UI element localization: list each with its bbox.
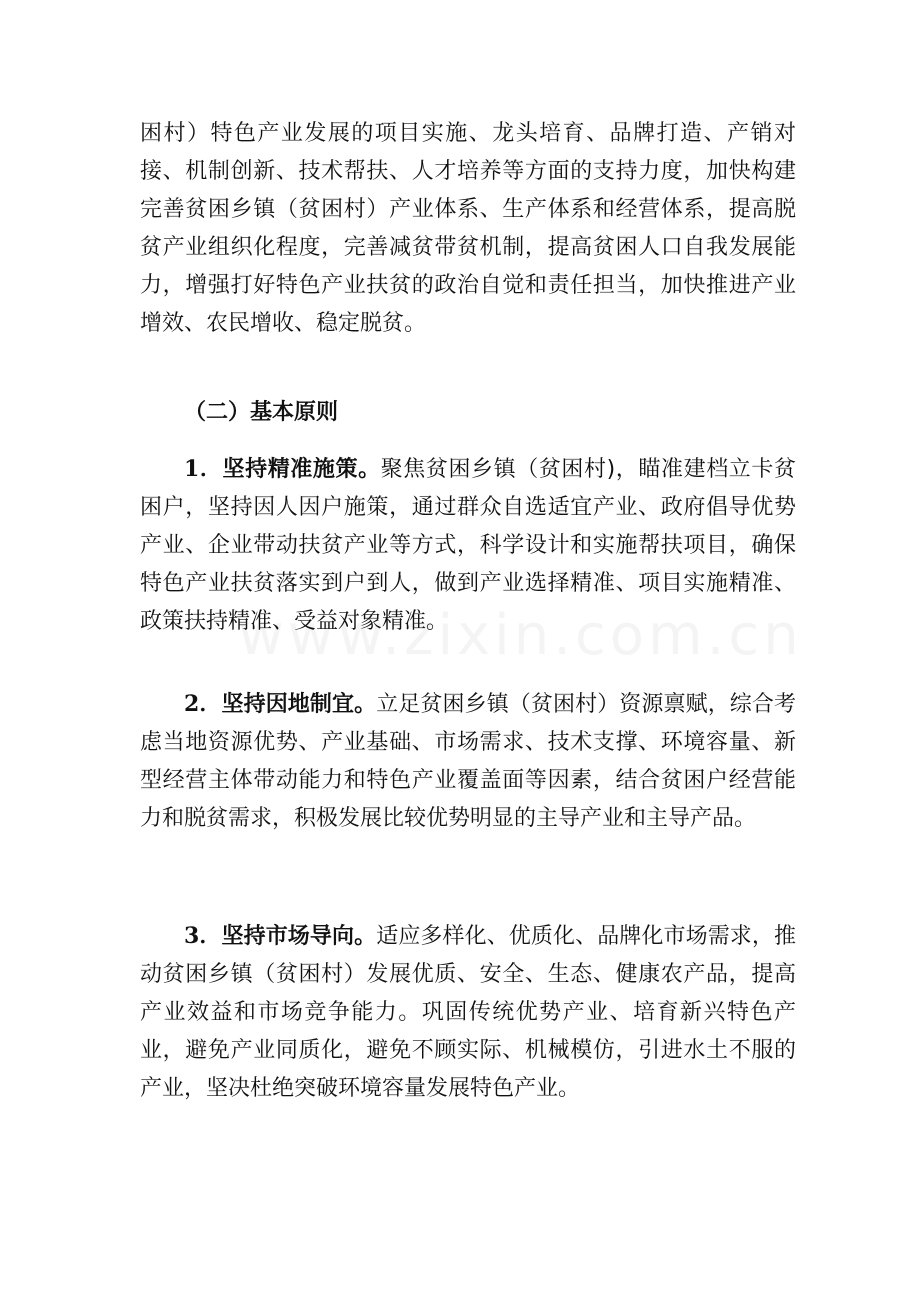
principle-3-number: 3． [184, 923, 222, 949]
principle-2-paragraph [140, 685, 796, 838]
principle-3-title: 坚持市场导向。 [221, 924, 377, 949]
principle-1-title: 坚持精准施策。 [222, 457, 381, 482]
intro-paragraph: 困村）特色产业发展的项目实施、龙头培育、品牌打造、产销对接、机制创新、技术帮扶、人才培养等方面的支持力度，加快构建完善贫困乡镇（贫困村）产业体系、生产体系和经营体系，提高脱贫产业组织化程度，完善减贫带贫机制，提高贫困人口自我发展能力，增强打好特色产业扶贫的政治自觉和责任担当，加快推进产业增效、农民增收、稳定脱贫。 [140, 121, 796, 336]
principle-1-body: 聚焦贫困乡镇（贫困村)，瞄准建档立卡贫困户，坚持因人因户施策，通过群众自选适宜产业、政府倡导优势产业、企业带动扶贫产业等方式，科学设计和实施帮扶项目，确保特色产业扶贫落实到户到人，做到产业选择精准、项目实施精准、政策扶持精准、受益对象精准。 [140, 457, 796, 634]
principle-1-number: 1． [184, 456, 223, 482]
principle-2-body: 立足贫困乡镇（贫困村）资源禀赋，综合考虑当地资源优势、产业基础、市场需求、技术支撑、环境容量、新型经营主体带动能力和特色产业覆盖面等因素，结合贫困户经营能力和脱贫需求，积极发展比较优势明显的主导产业和主导产品。 [140, 692, 796, 831]
principle-1-paragraph [140, 450, 796, 641]
principle-2-title: 坚持因地制宜。 [221, 692, 377, 717]
principle-3-body: 适应多样化、优质化、品牌化市场需求，推动贫困乡镇（贫困村）发展优质、安全、生态、健康农产品，提高产业效益和市场竞争能力。巩固传统优势产业、培育新兴特色产业，避免产业同质化，避免不顾实际、机械模仿，引进水土不服的产业，坚决杜绝突破环境容量发展特色产业。 [140, 924, 796, 1101]
principle-3-paragraph [140, 917, 796, 1108]
principle-2-number: 2． [184, 691, 222, 717]
section-heading: （二）基本原则 [184, 400, 339, 425]
